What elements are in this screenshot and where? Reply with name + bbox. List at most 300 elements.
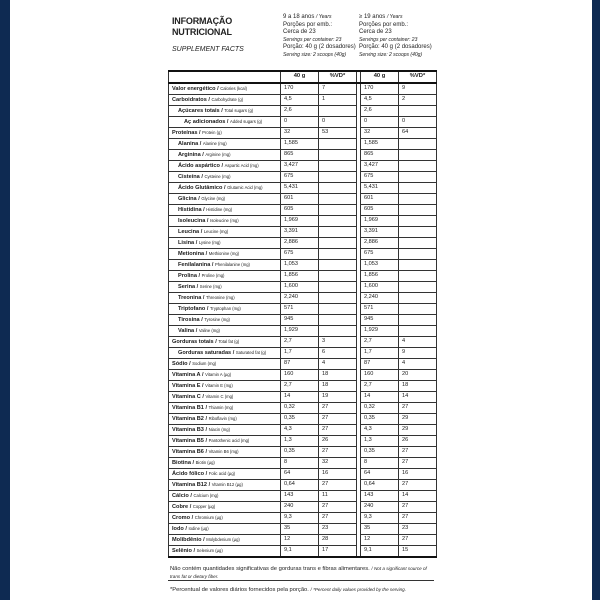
servings-label: Porções por emb.: xyxy=(359,21,409,28)
amount-19-plus: 9,3 xyxy=(361,512,399,523)
nutrient-name-en: Vitamin B12 (µg) xyxy=(211,481,243,487)
amount-19-plus: 2,240 xyxy=(361,292,399,303)
nutrient-name: Ácido aspártico / Aspartic Acid (mg) xyxy=(169,160,281,171)
nutrient-name: Vitamina B5 / Pantothenic acid (mg) xyxy=(169,435,281,446)
vd-header-19-plus: %VD* xyxy=(399,71,437,83)
table-row xyxy=(169,391,437,402)
amount-9-18: 605 xyxy=(281,204,319,215)
amount-19-plus: 143 xyxy=(361,490,399,501)
amount-9-18: 601 xyxy=(281,193,319,204)
nutrient-name-pt: Proteínas xyxy=(172,129,198,136)
table-row xyxy=(169,270,437,281)
amount-9-18: 1,7 xyxy=(281,347,319,358)
nutrient-name-pt: Triptofano xyxy=(178,305,206,312)
nutrient-name: Leucina / Leucine (mg) xyxy=(169,226,281,237)
nutrient-name: Isoleucina / Isoleucine (mg) xyxy=(169,215,281,226)
amount-9-18: 2,6 xyxy=(281,105,319,116)
nutrient-name-pt: Cromo xyxy=(172,514,191,521)
daily-value-19-plus xyxy=(399,193,437,204)
daily-value-9-18: 26 xyxy=(319,435,357,446)
nutrient-name-pt: Tirosina xyxy=(178,316,200,323)
table-row xyxy=(169,424,437,435)
nutrient-name-pt: Metionina xyxy=(178,250,205,257)
age-range: 9 a 18 anos / Years xyxy=(283,14,332,20)
nutrient-name: Vitamina B12 / Vitamin B12 (µg) xyxy=(169,479,281,490)
servings-count: Cerca de 23 xyxy=(283,29,316,36)
amount-19-plus: 605 xyxy=(361,204,399,215)
daily-value-19-plus xyxy=(399,281,437,292)
daily-value-19-plus: 15 xyxy=(399,545,437,557)
nutrient-name-pt: Isoleucina xyxy=(178,217,206,224)
amount-19-plus: 0,32 xyxy=(361,402,399,413)
amount-19-plus: 2,6 xyxy=(361,105,399,116)
amount-9-18: 87 xyxy=(281,358,319,369)
vd-header-9-18: %VD* xyxy=(319,71,357,83)
nutrient-name-en: Tryptophan (mg) xyxy=(210,305,241,311)
nutrient-name-en: Glutamic Acid (mg) xyxy=(227,184,263,190)
daily-value-19-plus xyxy=(399,171,437,182)
amount-9-18: 160 xyxy=(281,369,319,380)
amount-19-plus: 32 xyxy=(361,127,399,138)
daily-value-19-plus: 27 xyxy=(399,457,437,468)
table-row xyxy=(169,490,437,501)
daily-value-9-18: 1 xyxy=(319,94,357,105)
nutrient-name-pt: Vitamina B6 xyxy=(172,448,204,455)
daily-value-9-18 xyxy=(319,204,357,215)
amount-9-18: 2,886 xyxy=(281,237,319,248)
nutrient-name-pt: Vitamina B2 xyxy=(172,415,204,422)
daily-value-19-plus: 23 xyxy=(399,523,437,534)
nutrient-name: Vitamina B3 / Niacin (mg) xyxy=(169,424,281,435)
amount-9-18: 8 xyxy=(281,457,319,468)
daily-value-9-18 xyxy=(319,182,357,193)
daily-value-9-18 xyxy=(319,325,357,336)
table-row xyxy=(169,446,437,457)
amount-9-18: 945 xyxy=(281,314,319,325)
nutrient-name-pt: Valina xyxy=(178,327,195,334)
table-row xyxy=(169,204,437,215)
table-row xyxy=(169,149,437,160)
daily-value-19-plus: 64 xyxy=(399,127,437,138)
daily-value-9-18 xyxy=(319,138,357,149)
amount-19-plus: 0,35 xyxy=(361,413,399,424)
daily-value-19-plus xyxy=(399,160,437,171)
nutrient-name-en: Calories (kcal) xyxy=(220,85,247,91)
amount-9-18: 9,1 xyxy=(281,545,319,557)
nutrient-name-pt: Vitamina B5 xyxy=(172,437,204,444)
nutrient-name-en: Arginine (mg) xyxy=(205,151,231,157)
table-header-row xyxy=(169,71,437,83)
amount-19-plus: 9,1 xyxy=(361,545,399,557)
amount-19-plus: 160 xyxy=(361,369,399,380)
amount-9-18: 865 xyxy=(281,149,319,160)
nutrient-name-pt: Leucina xyxy=(178,228,200,235)
table-row xyxy=(169,501,437,512)
nutrient-name: Metionina / Methionine (mg) xyxy=(169,248,281,259)
daily-value-19-plus: 20 xyxy=(399,369,437,380)
amount-9-18: 3,391 xyxy=(281,226,319,237)
label-subtitle: SUPPLEMENT FACTS xyxy=(172,46,244,53)
nutrient-name: Vitamina E / Vitamin E (mg) xyxy=(169,380,281,391)
daily-value-9-18: 27 xyxy=(319,424,357,435)
daily-value-19-plus xyxy=(399,105,437,116)
daily-value-19-plus: 27 xyxy=(399,501,437,512)
daily-value-19-plus xyxy=(399,237,437,248)
table-row xyxy=(169,127,437,138)
header-empty-cell xyxy=(169,71,281,83)
amount-9-18: 1,969 xyxy=(281,215,319,226)
table-row xyxy=(169,138,437,149)
nutrient-name-pt: Sódio xyxy=(172,360,188,367)
nutrient-name-pt: Vitamina B3 xyxy=(172,426,204,433)
nutrient-name-en: Riboflavin (mg) xyxy=(208,415,237,421)
nutrient-name-pt: Molibdênio xyxy=(172,536,202,543)
nutrient-name-pt: Prolina xyxy=(178,272,197,279)
table-row xyxy=(169,369,437,380)
nutrient-name-pt: Selênio xyxy=(172,547,192,554)
nutrient-name: Cobre / Copper (µg) xyxy=(169,501,281,512)
amount-19-plus: 1,600 xyxy=(361,281,399,292)
daily-value-9-18 xyxy=(319,105,357,116)
nutrient-name-pt: Iodo xyxy=(172,525,184,532)
nutrient-name-pt: Ácido Glutâmico xyxy=(178,184,223,191)
daily-value-19-plus: 14 xyxy=(399,490,437,501)
nutrient-name-en: Thiamin (mg) xyxy=(208,404,234,410)
table-row xyxy=(169,325,437,336)
daily-value-19-plus xyxy=(399,182,437,193)
table-row xyxy=(169,336,437,347)
nutrient-name-en: Folic acid (µg) xyxy=(208,470,236,476)
daily-value-9-18: 32 xyxy=(319,457,357,468)
daily-value-9-18: 53 xyxy=(319,127,357,138)
amount-9-18: 0 xyxy=(281,116,319,127)
nutrient-name: Tirosina / Tyrosine (mg) xyxy=(169,314,281,325)
table-row xyxy=(169,435,437,446)
table-row xyxy=(169,534,437,545)
footnote-divider xyxy=(168,580,434,581)
daily-value-9-18 xyxy=(319,237,357,248)
amount-9-18: 3,427 xyxy=(281,160,319,171)
daily-value-19-plus: 27 xyxy=(399,446,437,457)
footnote-trans-fat xyxy=(170,565,432,581)
nutrient-name: Vitamina A / Vitamin A (µg) xyxy=(169,369,281,380)
column-header-9-18 xyxy=(283,14,363,60)
nutrient-name: Ácido fólico / Folic acid (µg) xyxy=(169,468,281,479)
table-row xyxy=(169,160,437,171)
table-row xyxy=(169,94,437,105)
table-row xyxy=(169,116,437,127)
table-row xyxy=(169,468,437,479)
amount-19-plus: 1,3 xyxy=(361,435,399,446)
portion-size: Porção: 40 g (2 dosadores) xyxy=(359,44,432,51)
nutrient-name-pt: Carboidratos xyxy=(172,96,207,103)
daily-value-9-18: 3 xyxy=(319,336,357,347)
nutrient-name: Cálcio / Calcium (mg) xyxy=(169,490,281,501)
daily-value-9-18 xyxy=(319,292,357,303)
label-title xyxy=(172,16,232,38)
amount-19-plus: 0 xyxy=(361,116,399,127)
nutrient-name-pt: Vitamina A xyxy=(172,371,201,378)
nutrient-name: Selênio / Selenium (µg) xyxy=(169,545,281,557)
nutrient-name-en: Total sugars (g) xyxy=(224,107,254,113)
daily-value-9-18: 27 xyxy=(319,402,357,413)
nutrient-name-en: Leucine (mg) xyxy=(203,228,229,234)
nutrient-name-pt: Cisteína xyxy=(178,173,200,180)
table-row xyxy=(169,182,437,193)
servings-en: Servings per container: 23 xyxy=(283,36,342,43)
daily-value-9-18: 0 xyxy=(319,116,357,127)
amount-19-plus: 2,7 xyxy=(361,336,399,347)
nutrient-name-pt: Vitamina E xyxy=(172,382,201,389)
nutrient-name-en: Carbohydrate (g) xyxy=(211,96,244,102)
nutrient-name-pt: Vitamina B12 xyxy=(172,481,208,488)
nutrient-name-en: Pantothenic acid (mg) xyxy=(208,437,250,443)
amount-9-18: 1,053 xyxy=(281,259,319,270)
nutrient-name: Glicina / Glycine (mg) xyxy=(169,193,281,204)
daily-value-9-18: 27 xyxy=(319,479,357,490)
nutrient-name-pt: Ácido aspártico xyxy=(178,162,220,169)
nutrient-name-en: Glycine (mg) xyxy=(201,195,226,201)
daily-value-19-plus xyxy=(399,138,437,149)
amount-9-18: 1,585 xyxy=(281,138,319,149)
servings-label: Porções por emb.: xyxy=(283,21,333,28)
amount-9-18: 1,3 xyxy=(281,435,319,446)
daily-value-9-18: 11 xyxy=(319,490,357,501)
amount-9-18: 1,856 xyxy=(281,270,319,281)
daily-value-9-18: 27 xyxy=(319,413,357,424)
footnote-daily-values-pt: *Percentual de valores diários fornecidos pela porção. xyxy=(170,587,309,593)
nutrient-name: Biotina / Biotin (µg) xyxy=(169,457,281,468)
nutrient-name-en: Total fat (g) xyxy=(218,338,240,344)
nutrient-name-pt: Treonina xyxy=(178,294,202,301)
footnote-trans-fat-en: / Not a significant source of trans fat or dietary fiber. xyxy=(170,566,427,579)
amount-19-plus: 945 xyxy=(361,314,399,325)
table-row xyxy=(169,523,437,534)
daily-value-9-18: 16 xyxy=(319,468,357,479)
daily-value-9-18: 18 xyxy=(319,369,357,380)
nutrient-name-en: Added sugars (g) xyxy=(230,118,263,124)
amount-9-18: 143 xyxy=(281,490,319,501)
daily-value-9-18 xyxy=(319,314,357,325)
nutrient-name: Alanina / Alanine (mg) xyxy=(169,138,281,149)
amount-19-plus: 2,886 xyxy=(361,237,399,248)
table-row xyxy=(169,314,437,325)
nutrition-table-body xyxy=(169,71,437,557)
amount-19-plus: 3,427 xyxy=(361,160,399,171)
table-row xyxy=(169,248,437,259)
table-row xyxy=(169,402,437,413)
amount-19-plus: 240 xyxy=(361,501,399,512)
title-line-2: NUTRICIONAL xyxy=(172,27,232,37)
nutrient-name-pt: Vitamina B1 xyxy=(172,404,204,411)
nutrient-name-pt: Açúcares totais xyxy=(178,107,220,114)
table-row xyxy=(169,171,437,182)
daily-value-9-18 xyxy=(319,171,357,182)
table-row xyxy=(169,237,437,248)
table-row xyxy=(169,83,437,95)
daily-value-9-18 xyxy=(319,281,357,292)
nutrient-name-pt: Valor energético xyxy=(172,85,216,92)
daily-value-19-plus: 14 xyxy=(399,391,437,402)
nutrient-name: Vitamina B2 / Riboflavin (mg) xyxy=(169,413,281,424)
daily-value-9-18: 19 xyxy=(319,391,357,402)
nutrient-name-pt: Cobre xyxy=(172,503,189,510)
nutrient-name-en: Alanine (mg) xyxy=(202,140,227,146)
daily-value-19-plus: 4 xyxy=(399,336,437,347)
nutrient-name: Aç adicionados / Added sugars (g) xyxy=(169,116,281,127)
nutrient-name: Gorduras saturadas / Saturated fat (g) xyxy=(169,347,281,358)
nutrient-name: Sódio / Sodium (mg) xyxy=(169,358,281,369)
amount-9-18: 12 xyxy=(281,534,319,545)
nutrient-name: Proteínas / Protein (g) xyxy=(169,127,281,138)
nutrient-name: Treonina / Threonine (mg) xyxy=(169,292,281,303)
amount-9-18: 35 xyxy=(281,523,319,534)
amount-19-plus: 87 xyxy=(361,358,399,369)
daily-value-9-18 xyxy=(319,193,357,204)
nutrient-name: Iodo / Iodine (µg) xyxy=(169,523,281,534)
nutrient-name-en: Proline (mg) xyxy=(201,272,225,278)
nutrient-name-en: Tyrosine (mg) xyxy=(204,316,230,322)
amount-19-plus: 601 xyxy=(361,193,399,204)
daily-value-19-plus xyxy=(399,292,437,303)
amount-19-plus: 14 xyxy=(361,391,399,402)
amount-19-plus: 1,929 xyxy=(361,325,399,336)
nutrient-name-en: Niacin (mg) xyxy=(208,426,230,432)
nutrient-name: Carboidratos / Carbohydrate (g) xyxy=(169,94,281,105)
nutrient-name: Vitamina C / Vitamin C (mg) xyxy=(169,391,281,402)
nutrient-name-pt: Histidina xyxy=(178,206,202,213)
daily-value-19-plus xyxy=(399,303,437,314)
daily-value-19-plus: 29 xyxy=(399,424,437,435)
title-line-1: INFORMAÇÃO xyxy=(172,16,232,26)
daily-value-9-18 xyxy=(319,259,357,270)
nutrient-name-en: Saturated fat (g) xyxy=(235,349,267,355)
nutrient-name: Lisina / Lysine (mg) xyxy=(169,237,281,248)
daily-value-19-plus xyxy=(399,215,437,226)
daily-value-9-18: 27 xyxy=(319,446,357,457)
nutrient-name-en: Protein (g) xyxy=(202,129,222,135)
amount-19-plus: 1,585 xyxy=(361,138,399,149)
amount-19-plus: 2,7 xyxy=(361,380,399,391)
nutrient-name-pt: Aç adicionados xyxy=(184,118,226,125)
portion-size-en: Serving size: 2 scoops (40g) xyxy=(359,51,423,58)
table-row xyxy=(169,347,437,358)
nutrient-name: Triptofano / Tryptophan (mg) xyxy=(169,303,281,314)
amount-9-18: 4,3 xyxy=(281,424,319,435)
age-range: ≥ 19 anos / Years xyxy=(359,14,403,20)
amount-9-18: 2,7 xyxy=(281,336,319,347)
nutrient-name: Vitamina B1 / Thiamin (mg) xyxy=(169,402,281,413)
nutrient-name: Valor energético / Calories (kcal) xyxy=(169,83,281,95)
nutrient-name-en: Vitamin B6 (mg) xyxy=(208,448,239,454)
daily-value-19-plus: 26 xyxy=(399,435,437,446)
amount-19-plus: 64 xyxy=(361,468,399,479)
daily-value-19-plus xyxy=(399,259,437,270)
qty-header-9-18: 40 g xyxy=(281,71,319,83)
daily-value-9-18 xyxy=(319,215,357,226)
daily-value-9-18: 7 xyxy=(319,83,357,95)
daily-value-9-18 xyxy=(319,160,357,171)
nutrient-name: Valina / Valine (mg) xyxy=(169,325,281,336)
nutrition-table xyxy=(168,70,437,558)
nutrient-name-pt: Gorduras saturadas xyxy=(178,349,232,356)
column-header-19-plus xyxy=(359,14,439,60)
daily-value-19-plus: 4 xyxy=(399,358,437,369)
amount-19-plus: 4,3 xyxy=(361,424,399,435)
daily-value-9-18 xyxy=(319,270,357,281)
daily-value-19-plus xyxy=(399,149,437,160)
amount-9-18: 32 xyxy=(281,127,319,138)
nutrient-name-pt: Gorduras totais xyxy=(172,338,214,345)
footnote-daily-values-en: / *Percent daily values provided by the serving. xyxy=(310,587,407,592)
amount-9-18: 9,3 xyxy=(281,512,319,523)
daily-value-9-18: 17 xyxy=(319,545,357,557)
daily-value-9-18: 18 xyxy=(319,380,357,391)
amount-19-plus: 571 xyxy=(361,303,399,314)
amount-9-18: 4,5 xyxy=(281,94,319,105)
daily-value-19-plus: 9 xyxy=(399,83,437,95)
nutrient-name: Açúcares totais / Total sugars (g) xyxy=(169,105,281,116)
amount-9-18: 675 xyxy=(281,171,319,182)
amount-9-18: 14 xyxy=(281,391,319,402)
amount-19-plus: 12 xyxy=(361,534,399,545)
amount-19-plus: 1,053 xyxy=(361,259,399,270)
nutrient-name-en: Histidine (mg) xyxy=(206,206,233,212)
amount-19-plus: 3,391 xyxy=(361,226,399,237)
amount-9-18: 240 xyxy=(281,501,319,512)
daily-value-19-plus xyxy=(399,226,437,237)
amount-9-18: 5,431 xyxy=(281,182,319,193)
table-row xyxy=(169,193,437,204)
amount-19-plus: 35 xyxy=(361,523,399,534)
nutrient-name-en: Vitamin C (mg) xyxy=(205,393,234,399)
nutrient-name: Gorduras totais / Total fat (g) xyxy=(169,336,281,347)
daily-value-19-plus: 27 xyxy=(399,512,437,523)
footnote-trans-fat-pt: Não contém quantidades significativas de gorduras trans e fibras alimentares. xyxy=(170,566,370,572)
nutrient-name-pt: Glicina xyxy=(178,195,197,202)
nutrient-name: Cisteína / Cysteine (mg) xyxy=(169,171,281,182)
daily-value-19-plus: 9 xyxy=(399,347,437,358)
daily-value-19-plus xyxy=(399,248,437,259)
nutrient-name: Histidina / Histidine (mg) xyxy=(169,204,281,215)
nutrient-name-en: Calcium (mg) xyxy=(193,492,219,498)
nutrient-name-en: Serine (mg) xyxy=(199,283,222,289)
servings-en: Servings per container: 23 xyxy=(359,36,418,43)
nutrient-name-en: Copper (µg) xyxy=(192,503,216,509)
table-row xyxy=(169,105,437,116)
left-frame-bar xyxy=(0,0,10,600)
nutrient-name-en: Threonine (mg) xyxy=(205,294,235,300)
qty-header-19-plus: 40 g xyxy=(361,71,399,83)
daily-value-9-18 xyxy=(319,303,357,314)
daily-value-19-plus: 2 xyxy=(399,94,437,105)
amount-19-plus: 5,431 xyxy=(361,182,399,193)
amount-19-plus: 4,5 xyxy=(361,94,399,105)
nutrient-name-en: Sodium (mg) xyxy=(192,360,217,366)
amount-19-plus: 1,856 xyxy=(361,270,399,281)
nutrient-name-pt: Fenilalanina xyxy=(178,261,211,268)
table-row xyxy=(169,479,437,490)
amount-19-plus: 8 xyxy=(361,457,399,468)
amount-19-plus: 0,64 xyxy=(361,479,399,490)
nutrient-name-pt: Arginina xyxy=(178,151,201,158)
daily-value-9-18: 23 xyxy=(319,523,357,534)
daily-value-9-18: 4 xyxy=(319,358,357,369)
portion-size-en: Serving size: 2 scoops (40g) xyxy=(283,51,347,58)
nutrient-name-en: Cysteine (mg) xyxy=(204,173,231,179)
daily-value-9-18 xyxy=(319,226,357,237)
nutrient-name-en: Aspartic Acid (mg) xyxy=(224,162,259,168)
